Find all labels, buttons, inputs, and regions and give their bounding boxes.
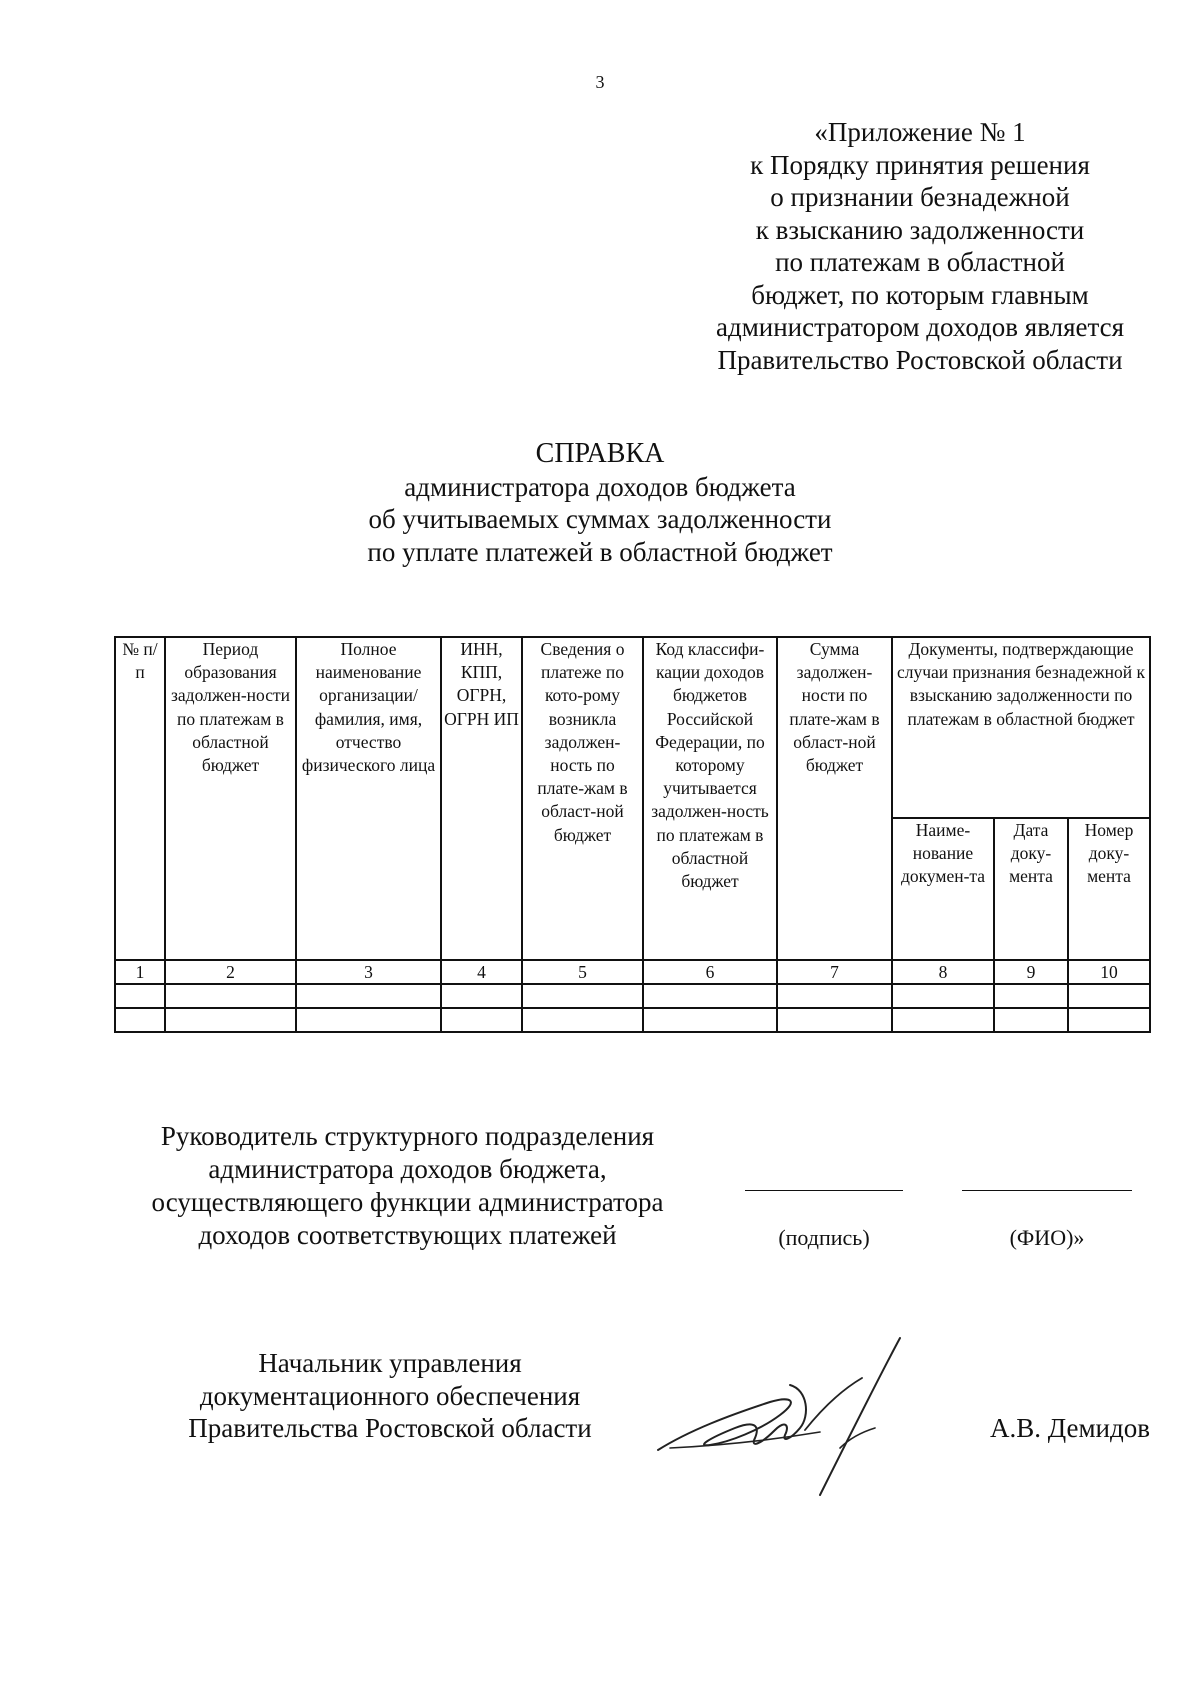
column-number-cell: 8 <box>892 960 994 984</box>
page-number: 3 <box>595 72 605 92</box>
empty-cell <box>165 984 296 1008</box>
empty-cell <box>165 1008 296 1032</box>
header-cell-document-number: Номер доку-мента <box>1068 818 1150 960</box>
chief-position-line: документационного обеспечения <box>199 1380 581 1411</box>
appendix-line: по платежам в областной <box>775 247 1065 277</box>
empty-cell <box>777 984 892 1008</box>
header-cell-inn: ИНН, КПП, ОГРН, ОГРН ИП <box>441 637 522 960</box>
document-subtitle-line: по уплате платежей в областной бюджет <box>367 536 833 567</box>
column-number-cell: 6 <box>643 960 777 984</box>
column-number-cell: 1 <box>115 960 165 984</box>
header-cell-number: № п/п <box>115 637 165 960</box>
empty-cell <box>1068 984 1150 1008</box>
appendix-reference <box>690 116 1150 376</box>
document-title: СПРАВКА <box>535 438 665 469</box>
handwritten-signature-icon <box>650 1330 940 1500</box>
column-number-cell: 9 <box>994 960 1068 984</box>
empty-cell <box>441 1008 522 1032</box>
header-cell-income-code: Код классифи-кации доходов бюджетов Российской Федерации, по которому учитывается задолжен-ность по платежам в областной бюджет <box>643 637 777 960</box>
signature-caption: (подпись) <box>778 1225 870 1250</box>
header-cell-period: Период образования задолжен-ности по платежам в областной бюджет <box>165 637 296 960</box>
appendix-line: администратором доходов является <box>715 312 1125 342</box>
empty-cell <box>892 984 994 1008</box>
table-row-empty <box>115 1008 1150 1032</box>
chief-name: А.В. Демидов <box>989 1413 1150 1443</box>
header-cell-document-date: Дата доку-мента <box>994 818 1068 960</box>
empty-cell <box>994 984 1068 1008</box>
empty-cell <box>994 1008 1068 1032</box>
signature-line <box>745 1190 903 1191</box>
column-number-cell: 2 <box>165 960 296 984</box>
header-cell-documents-group: Документы, подтверждающие случаи признания безнадежной к взысканию задолженности по платежам в областной бюджет <box>892 637 1150 818</box>
debt-info-table <box>114 636 1151 1033</box>
table-row-empty <box>115 984 1150 1008</box>
column-number-cell: 4 <box>441 960 522 984</box>
name-caption: (ФИО)» <box>1009 1225 1085 1250</box>
document-subtitle-line: администратора доходов бюджета <box>404 471 796 502</box>
header-cell-document-name: Наиме-нование докумен-та <box>892 818 994 960</box>
document-heading <box>0 438 1200 568</box>
position-line: администратора доходов бюджета, <box>208 1154 607 1184</box>
empty-cell <box>777 1008 892 1032</box>
empty-cell <box>522 984 643 1008</box>
empty-cell <box>115 984 165 1008</box>
column-number-cell: 7 <box>777 960 892 984</box>
appendix-line: к взысканию задолженности <box>755 214 1085 245</box>
table-header-row <box>115 637 1150 818</box>
chief-position-line: Правительства Ростовской области <box>188 1413 592 1443</box>
document-subtitle-line: об учитываемых суммах задолженности <box>368 504 832 534</box>
header-cell-debt-amount: Сумма задолжен-ности по плате-жам в област-ной бюджет <box>777 637 892 960</box>
chief-position <box>160 1347 620 1445</box>
appendix-line: Правительство Ростовской области <box>717 344 1123 375</box>
empty-cell <box>643 1008 777 1032</box>
column-number-cell: 10 <box>1068 960 1150 984</box>
appendix-line: «Приложение № 1 <box>814 117 1026 147</box>
empty-cell <box>296 984 441 1008</box>
position-line: Руководитель структурного подразделения <box>160 1121 655 1151</box>
appendix-line: бюджет, по которым главным <box>751 279 1089 310</box>
name-line <box>962 1190 1132 1191</box>
chief-position-line: Начальник управления <box>258 1348 522 1378</box>
empty-cell <box>296 1008 441 1032</box>
empty-cell <box>115 1008 165 1032</box>
column-number-cell: 3 <box>296 960 441 984</box>
column-number-row <box>115 960 1150 984</box>
empty-cell <box>1068 1008 1150 1032</box>
empty-cell <box>892 1008 994 1032</box>
appendix-line: к Порядку принятия решения <box>750 149 1090 180</box>
empty-cell <box>522 1008 643 1032</box>
appendix-line: о признании безнадежной <box>770 182 1070 212</box>
position-line: доходов соответствующих платежей <box>198 1220 617 1250</box>
empty-cell <box>643 984 777 1008</box>
empty-cell <box>441 984 522 1008</box>
header-cell-organization: Полное наименование организации/ фамилия, имя, отчество физического лица <box>296 637 441 960</box>
column-number-cell: 5 <box>522 960 643 984</box>
header-cell-payment-info: Сведения о платеже по кото-рому возникла задолжен-ность по плате-жам в област-ной бюджет <box>522 637 643 960</box>
position-line: осуществляющего функции администратора <box>151 1187 664 1217</box>
responsible-person-position <box>125 1120 690 1252</box>
